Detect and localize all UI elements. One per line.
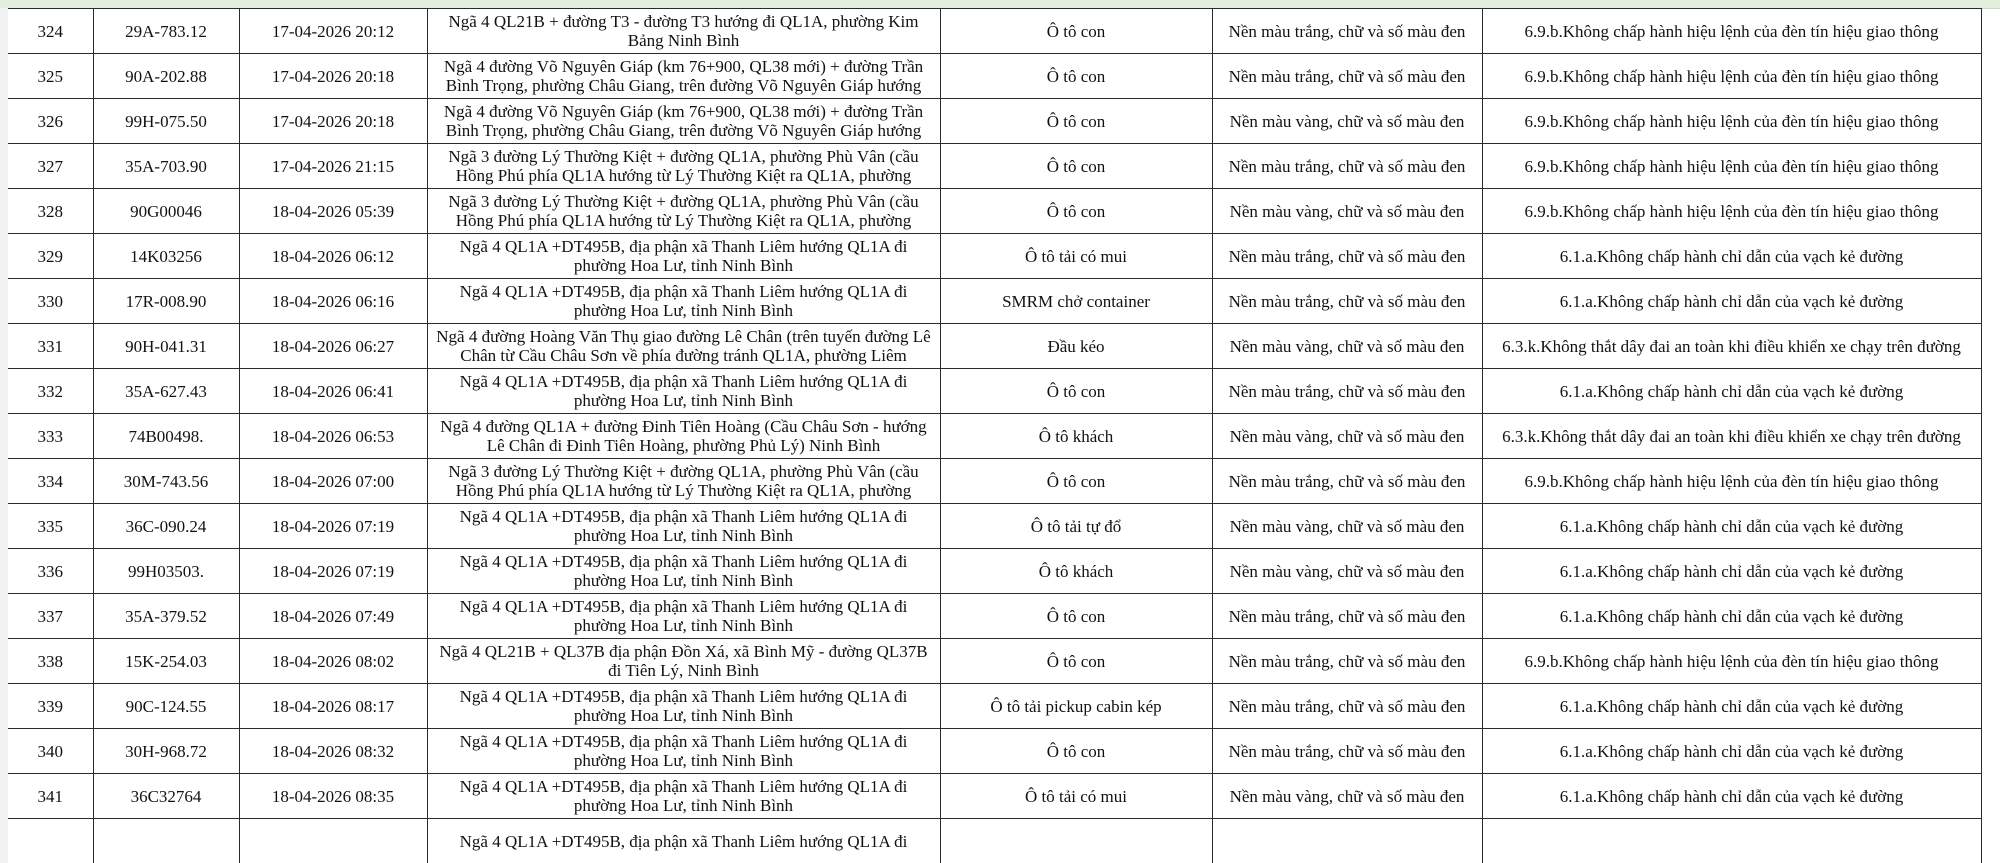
cell-plate[interactable]: 36C-090.24: [93, 504, 239, 549]
cell-plate-color[interactable]: Nền màu trắng, chữ và số màu đen: [1212, 639, 1482, 684]
table-row: [4, 639, 1981, 684]
table-row: [4, 504, 1981, 549]
cell-stt[interactable]: 334: [4, 459, 93, 504]
cell-location[interactable]: [427, 189, 940, 234]
cell-time[interactable]: 18-04-2026 07:49: [239, 594, 427, 639]
cell-time[interactable]: 17-04-2026 20:18: [239, 54, 427, 99]
cell-vehicle-type[interactable]: Ô tô con: [940, 729, 1212, 774]
cell-violation[interactable]: 6.1.a.Không chấp hành chỉ dẫn của vạch kẻ đường: [1482, 369, 1981, 414]
location-text: Ngã 4 QL1A +DT495B, địa phận xã Thanh Liêm hướng QL1A đi phường Hoa Lư, tỉnh Ninh Bình: [436, 237, 932, 275]
table-row: [4, 549, 1981, 594]
table-row: [4, 9, 1981, 54]
cell-plate-color[interactable]: Nền màu trắng, chữ và số màu đen: [1212, 279, 1482, 324]
cell-vehicle-type[interactable]: Ô tô khách: [940, 414, 1212, 459]
cell-vehicle-type[interactable]: Ô tô con: [940, 639, 1212, 684]
cell-plate[interactable]: 30M-743.56: [93, 459, 239, 504]
cell-stt[interactable]: 336: [4, 549, 93, 594]
cell-vehicle-type[interactable]: Ô tô con: [940, 369, 1212, 414]
table-row: [4, 234, 1981, 279]
cell-stt[interactable]: 329: [4, 234, 93, 279]
cell-time[interactable]: 17-04-2026 20:18: [239, 99, 427, 144]
cell-violation[interactable]: 6.1.a.Không chấp hành chỉ dẫn của vạch kẻ đường: [1482, 504, 1981, 549]
cell-time[interactable]: 18-04-2026 07:19: [239, 504, 427, 549]
cell-location[interactable]: [427, 144, 940, 189]
cell-stt[interactable]: 326: [4, 99, 93, 144]
table-row: [4, 729, 1981, 774]
cell-location[interactable]: [427, 684, 940, 729]
cell-time[interactable]: 18-04-2026 07:00: [239, 459, 427, 504]
table-row: [4, 99, 1981, 144]
cell-plate-color[interactable]: Nền màu trắng, chữ và số màu đen: [1212, 54, 1482, 99]
cell-violation[interactable]: 6.1.a.Không chấp hành chỉ dẫn của vạch kẻ đường: [1482, 774, 1981, 819]
cell-plate-color[interactable]: Nền màu trắng, chữ và số màu đen: [1212, 684, 1482, 729]
cell-location[interactable]: [427, 594, 940, 639]
cell-location[interactable]: [427, 414, 940, 459]
cell-stt[interactable]: 327: [4, 144, 93, 189]
location-text: Ngã 4 QL1A +DT495B, địa phận xã Thanh Liêm hướng QL1A đi phường Hoa Lư, tỉnh Ninh Bình: [436, 597, 932, 635]
cell-location[interactable]: [427, 549, 940, 594]
cell-violation[interactable]: 6.3.k.Không thắt dây đai an toàn khi điều khiển xe chạy trên đường: [1482, 324, 1981, 369]
cell-violation[interactable]: 6.1.a.Không chấp hành chỉ dẫn của vạch kẻ đường: [1482, 729, 1981, 774]
cell-vehicle-type[interactable]: Ô tô con: [940, 9, 1212, 54]
cell-stt[interactable]: [4, 819, 93, 863]
cell-location[interactable]: [427, 279, 940, 324]
cell-violation[interactable]: 6.9.b.Không chấp hành hiệu lệnh của đèn tín hiệu giao thông: [1482, 99, 1981, 144]
cell-plate[interactable]: 29A-783.12: [93, 9, 239, 54]
location-text: Ngã 4 QL21B + QL37B địa phận Đồn Xá, xã Bình Mỹ - đường QL37B đi Tiên Lý, Ninh Bình: [436, 642, 932, 680]
cell-vehicle-type[interactable]: [940, 819, 1212, 863]
cell-violation[interactable]: [1482, 819, 1981, 863]
location-text: Ngã 4 QL1A +DT495B, địa phận xã Thanh Liêm hướng QL1A đi phường Hoa Lư, tỉnh Ninh Bình: [436, 687, 932, 725]
cell-vehicle-type[interactable]: Ô tô con: [940, 144, 1212, 189]
cell-vehicle-type[interactable]: Ô tô con: [940, 54, 1212, 99]
cell-vehicle-type[interactable]: Ô tô tải có mui: [940, 234, 1212, 279]
location-text: Ngã 4 QL1A +DT495B, địa phận xã Thanh Liêm hướng QL1A đi phường Hoa Lư, tỉnh Ninh Bình: [436, 282, 932, 320]
cell-location[interactable]: [427, 99, 940, 144]
cell-time[interactable]: 18-04-2026 07:19: [239, 549, 427, 594]
cell-violation[interactable]: 6.9.b.Không chấp hành hiệu lệnh của đèn tín hiệu giao thông: [1482, 144, 1981, 189]
cell-time[interactable]: 18-04-2026 06:27: [239, 324, 427, 369]
cell-violation[interactable]: 6.3.k.Không thắt dây đai an toàn khi điều khiển xe chạy trên đường: [1482, 414, 1981, 459]
cell-stt[interactable]: 328: [4, 189, 93, 234]
cell-violation[interactable]: 6.1.a.Không chấp hành chỉ dẫn của vạch kẻ đường: [1482, 594, 1981, 639]
cell-plate-color[interactable]: [1212, 819, 1482, 863]
cell-violation[interactable]: 6.9.b.Không chấp hành hiệu lệnh của đèn tín hiệu giao thông: [1482, 189, 1981, 234]
location-text: Ngã 4 QL1A +DT495B, địa phận xã Thanh Liêm hướng QL1A đi phường Hoa Lư, tỉnh Ninh Bình: [436, 732, 932, 770]
cell-plate[interactable]: [93, 819, 239, 863]
location-text: Ngã 3 đường Lý Thường Kiệt + đường QL1A, phường Phù Vân (cầu Hồng Phú phía QL1A hướng từ Lý Thường Kiệt ra QL1A, phường: [436, 462, 932, 500]
location-text: Ngã 4 QL1A +DT495B, địa phận xã Thanh Liêm hướng QL1A đi: [436, 832, 932, 851]
location-text: Ngã 3 đường Lý Thường Kiệt + đường QL1A, phường Phù Vân (cầu Hồng Phú phía QL1A hướng từ Lý Thường Kiệt ra QL1A, phường: [436, 147, 932, 185]
cell-plate-color[interactable]: Nền màu trắng, chữ và số màu đen: [1212, 594, 1482, 639]
location-text: Ngã 4 QL1A +DT495B, địa phận xã Thanh Liêm hướng QL1A đi phường Hoa Lư, tỉnh Ninh Bình: [436, 777, 932, 815]
cell-violation[interactable]: 6.9.b.Không chấp hành hiệu lệnh của đèn tín hiệu giao thông: [1482, 9, 1981, 54]
cell-plate[interactable]: 35A-703.90: [93, 144, 239, 189]
cell-vehicle-type[interactable]: Ô tô khách: [940, 549, 1212, 594]
cell-stt[interactable]: 341: [4, 774, 93, 819]
location-text: Ngã 4 đường Võ Nguyên Giáp (km 76+900, QL38 mới) + đường Trần Bình Trọng, phường Châu Giang, trên đường Võ Nguyên Giáp hướng: [436, 57, 932, 95]
cell-plate-color[interactable]: Nền màu vàng, chữ và số màu đen: [1212, 774, 1482, 819]
cell-violation[interactable]: 6.9.b.Không chấp hành hiệu lệnh của đèn tín hiệu giao thông: [1482, 459, 1981, 504]
cell-plate[interactable]: 30H-968.72: [93, 729, 239, 774]
table-row: [4, 54, 1981, 99]
cell-plate-color[interactable]: Nền màu vàng, chữ và số màu đen: [1212, 549, 1482, 594]
cell-plate[interactable]: 90G00046: [93, 189, 239, 234]
violations-table: [0, 8, 1982, 863]
cell-plate-color[interactable]: Nền màu vàng, chữ và số màu đen: [1212, 189, 1482, 234]
cell-vehicle-type[interactable]: Ô tô con: [940, 99, 1212, 144]
cell-time[interactable]: 18-04-2026 06:53: [239, 414, 427, 459]
cell-vehicle-type[interactable]: Ô tô tải tự đổ: [940, 504, 1212, 549]
cell-violation[interactable]: 6.9.b.Không chấp hành hiệu lệnh của đèn tín hiệu giao thông: [1482, 54, 1981, 99]
cell-location[interactable]: [427, 324, 940, 369]
cell-plate[interactable]: 36C32764: [93, 774, 239, 819]
cell-location[interactable]: [427, 234, 940, 279]
table-row: [4, 369, 1981, 414]
cell-stt[interactable]: 338: [4, 639, 93, 684]
cell-violation[interactable]: 6.1.a.Không chấp hành chỉ dẫn của vạch kẻ đường: [1482, 279, 1981, 324]
location-text: Ngã 4 QL1A +DT495B, địa phận xã Thanh Liêm hướng QL1A đi phường Hoa Lư, tỉnh Ninh Bình: [436, 372, 932, 410]
cell-plate[interactable]: 90H-041.31: [93, 324, 239, 369]
cell-stt[interactable]: 325: [4, 54, 93, 99]
cell-location[interactable]: [427, 819, 940, 863]
location-text: Ngã 4 QL1A +DT495B, địa phận xã Thanh Liêm hướng QL1A đi phường Hoa Lư, tỉnh Ninh Bình: [436, 552, 932, 590]
cell-time[interactable]: [239, 819, 427, 863]
location-text: Ngã 4 đường Võ Nguyên Giáp (km 76+900, QL38 mới) + đường Trần Bình Trọng, phường Châu Giang, trên đường Võ Nguyên Giáp hướng: [436, 102, 932, 140]
cell-violation[interactable]: 6.1.a.Không chấp hành chỉ dẫn của vạch kẻ đường: [1482, 684, 1981, 729]
cell-time[interactable]: 18-04-2026 08:35: [239, 774, 427, 819]
cell-stt[interactable]: 333: [4, 414, 93, 459]
cell-location[interactable]: [427, 54, 940, 99]
cell-plate[interactable]: 90A-202.88: [93, 54, 239, 99]
table-row: [4, 684, 1981, 729]
cell-location[interactable]: [427, 9, 940, 54]
cell-plate[interactable]: 17R-008.90: [93, 279, 239, 324]
cell-vehicle-type[interactable]: Ô tô con: [940, 189, 1212, 234]
location-text: Ngã 3 đường Lý Thường Kiệt + đường QL1A, phường Phù Vân (cầu Hồng Phú phía QL1A hướng từ Lý Thường Kiệt ra QL1A, phường: [436, 192, 932, 230]
table-body: [4, 9, 1981, 863]
cell-location[interactable]: [427, 729, 940, 774]
cell-violation[interactable]: 6.1.a.Không chấp hành chỉ dẫn của vạch kẻ đường: [1482, 549, 1981, 594]
cell-plate[interactable]: 14K03256: [93, 234, 239, 279]
cell-location[interactable]: [427, 369, 940, 414]
cell-plate-color[interactable]: Nền màu trắng, chữ và số màu đen: [1212, 369, 1482, 414]
cell-location[interactable]: [427, 459, 940, 504]
cell-violation[interactable]: 6.1.a.Không chấp hành chỉ dẫn của vạch kẻ đường: [1482, 234, 1981, 279]
cell-stt[interactable]: 340: [4, 729, 93, 774]
cell-violation[interactable]: 6.9.b.Không chấp hành hiệu lệnh của đèn tín hiệu giao thông: [1482, 639, 1981, 684]
cell-time[interactable]: 17-04-2026 21:15: [239, 144, 427, 189]
cell-vehicle-type[interactable]: Ô tô con: [940, 459, 1212, 504]
cell-vehicle-type[interactable]: Ô tô tải pickup cabin kép: [940, 684, 1212, 729]
cell-stt[interactable]: 332: [4, 369, 93, 414]
cell-time[interactable]: 18-04-2026 08:02: [239, 639, 427, 684]
table-row: [4, 774, 1981, 819]
cell-time[interactable]: 18-04-2026 05:39: [239, 189, 427, 234]
cell-vehicle-type[interactable]: SMRM chở container: [940, 279, 1212, 324]
location-text: Ngã 4 QL1A +DT495B, địa phận xã Thanh Liêm hướng QL1A đi phường Hoa Lư, tỉnh Ninh Bình: [436, 507, 932, 545]
cell-plate-color[interactable]: Nền màu vàng, chữ và số màu đen: [1212, 504, 1482, 549]
cell-plate-color[interactable]: Nền màu trắng, chữ và số màu đen: [1212, 729, 1482, 774]
cell-stt[interactable]: 331: [4, 324, 93, 369]
location-text: Ngã 4 đường Hoàng Văn Thụ giao đường Lê Chân (trên tuyến đường Lê Chân từ Cầu Châu Sơn về phía đường tránh QL1A, phường Liêm: [436, 327, 932, 365]
table-row: [4, 144, 1981, 189]
cell-plate-color[interactable]: Nền màu vàng, chữ và số màu đen: [1212, 414, 1482, 459]
cell-time[interactable]: 18-04-2026 06:41: [239, 369, 427, 414]
cell-plate[interactable]: 99H03503.: [93, 549, 239, 594]
cell-location[interactable]: [427, 774, 940, 819]
location-text: Ngã 4 đường QL1A + đường Đinh Tiên Hoàng (Cầu Châu Sơn - hướng Lê Chân đi Đinh Tiên Hoàng, phường Phủ Lý) Ninh Bình: [436, 417, 932, 455]
cell-plate[interactable]: 90C-124.55: [93, 684, 239, 729]
cell-time[interactable]: 18-04-2026 08:32: [239, 729, 427, 774]
cell-plate-color[interactable]: Nền màu trắng, chữ và số màu đen: [1212, 234, 1482, 279]
cell-stt[interactable]: 339: [4, 684, 93, 729]
cell-plate[interactable]: 74B00498.: [93, 414, 239, 459]
cell-time[interactable]: 18-04-2026 06:12: [239, 234, 427, 279]
table-row: [4, 324, 1981, 369]
cell-plate-color[interactable]: Nền màu trắng, chữ và số màu đen: [1212, 9, 1482, 54]
cell-plate[interactable]: 15K-254.03: [93, 639, 239, 684]
cell-stt[interactable]: 324: [4, 9, 93, 54]
location-text: Ngã 4 QL21B + đường T3 - đường T3 hướng đi QL1A, phường Kim Bảng Ninh Bình: [436, 12, 932, 50]
cell-vehicle-type[interactable]: Ô tô con: [940, 594, 1212, 639]
cell-stt[interactable]: 330: [4, 279, 93, 324]
table-row: [4, 459, 1981, 504]
cell-vehicle-type[interactable]: Ô tô tải có mui: [940, 774, 1212, 819]
cell-time[interactable]: 17-04-2026 20:12: [239, 9, 427, 54]
cell-plate-color[interactable]: Nền màu trắng, chữ và số màu đen: [1212, 144, 1482, 189]
cell-location[interactable]: [427, 504, 940, 549]
table-row: [4, 819, 1981, 863]
table-row: [4, 279, 1981, 324]
cell-plate[interactable]: 35A-627.43: [93, 369, 239, 414]
cell-plate[interactable]: 99H-075.50: [93, 99, 239, 144]
cell-plate[interactable]: 35A-379.52: [93, 594, 239, 639]
table-row: [4, 414, 1981, 459]
table-row: [4, 594, 1981, 639]
cell-stt[interactable]: 335: [4, 504, 93, 549]
cell-plate-color[interactable]: Nền màu vàng, chữ và số màu đen: [1212, 99, 1482, 144]
cell-stt[interactable]: 337: [4, 594, 93, 639]
cell-plate-color[interactable]: Nền màu vàng, chữ và số màu đen: [1212, 324, 1482, 369]
cell-location[interactable]: [427, 639, 940, 684]
cell-vehicle-type[interactable]: Đầu kéo: [940, 324, 1212, 369]
cell-time[interactable]: 18-04-2026 06:16: [239, 279, 427, 324]
table-row: [4, 189, 1981, 234]
cell-time[interactable]: 18-04-2026 08:17: [239, 684, 427, 729]
cell-plate-color[interactable]: Nền màu trắng, chữ và số màu đen: [1212, 459, 1482, 504]
